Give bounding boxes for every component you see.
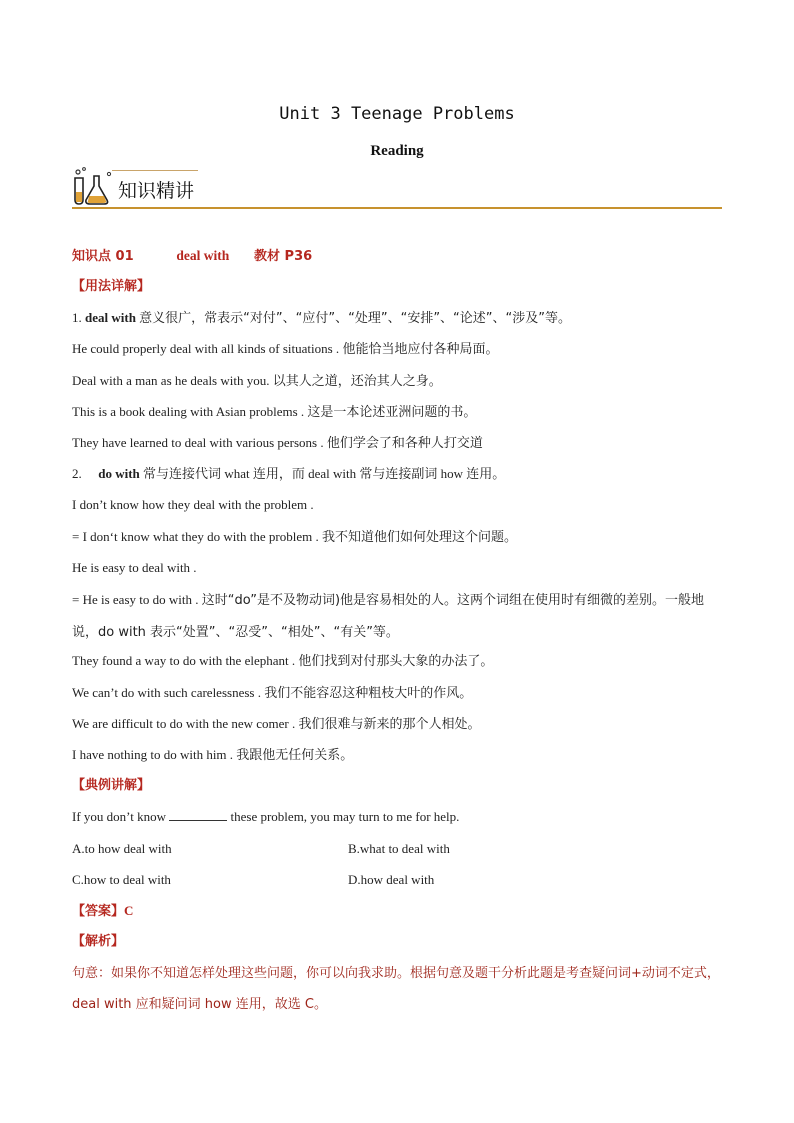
example-en: = He is easy to do with . xyxy=(72,592,199,607)
point-text: deal with xyxy=(308,466,357,481)
point-text: 意义很广，常表示“对付”、“应付”、“处理”、“安排”、“论述”、“涉及”等。 xyxy=(139,311,571,326)
option-d: D.how deal with xyxy=(348,872,435,887)
example-cn: 他能恰当地应付各种局面。 xyxy=(342,342,499,357)
example-sentence xyxy=(72,715,727,734)
example-sentence xyxy=(72,684,727,703)
example-en: He is easy to deal with . xyxy=(72,560,197,575)
analysis-label: 【解析】 xyxy=(72,934,125,949)
option-c: C.how to deal with xyxy=(72,872,171,887)
analysis-text: 句意：如果你不知道怎样处理这些问题，你可以向我求助。根据句意及题干分析此题是考查疑问词+动词不定式，deal with 应和疑问词 how 连用，故选 C。 xyxy=(72,966,720,1012)
example-en: They have learned to deal with various persons . xyxy=(72,435,324,450)
example-cn: 我们不能容忍这种粗枝大叶的作风。 xyxy=(264,686,473,701)
example-cn: 他们学会了和各种人打交道 xyxy=(326,436,483,451)
answer-value: C xyxy=(124,903,134,918)
banner-top-rule xyxy=(112,170,198,171)
example-en: They found a way to do with the elephant . xyxy=(72,653,296,668)
option-a: A.to how deal with xyxy=(72,841,172,856)
point-text: 连用，而 xyxy=(252,467,305,482)
example-sentence xyxy=(72,403,727,422)
usage-point-2 xyxy=(72,465,727,484)
point-text: 连用。 xyxy=(466,467,506,482)
example-cn: 我们很难与新来的那个人相处。 xyxy=(298,717,481,732)
banner-bottom-rule xyxy=(72,207,722,209)
knowledge-point-source: 教材 P36 xyxy=(254,249,313,264)
answer-blank xyxy=(169,808,227,821)
example-en: We are difficult to do with the new comer . xyxy=(72,716,296,731)
example-sentence xyxy=(72,372,727,391)
example-cn: 以其人之道，还治其人之身。 xyxy=(272,374,442,389)
example-sentence xyxy=(72,496,727,514)
example-sentence xyxy=(72,528,727,547)
document-subtitle: Reading xyxy=(370,143,424,159)
example-sentence xyxy=(72,340,727,359)
example-sentence xyxy=(72,652,727,671)
lab-flask-icon xyxy=(72,166,116,206)
example-cn: 这是一本论述亚洲问题的书。 xyxy=(307,405,477,420)
knowledge-point-number: 知识点 01 xyxy=(72,249,134,264)
point-number: 1. xyxy=(72,310,82,325)
example-sentence xyxy=(72,746,727,765)
example-cn: 他们找到对付那头大象的办法了。 xyxy=(298,654,494,669)
usage-heading: 【用法详解】 xyxy=(72,279,151,294)
example-sentence xyxy=(72,559,727,577)
answer-line xyxy=(72,902,727,921)
example-sentence xyxy=(72,584,724,648)
point-text: 常与连接副词 xyxy=(359,467,438,482)
point-number: 2. xyxy=(72,466,82,481)
point-text: what xyxy=(224,466,250,481)
example-cn: 我跟他无任何关系。 xyxy=(236,748,354,763)
knowledge-point-heading xyxy=(72,247,727,266)
knowledge-point-phrase: deal with xyxy=(176,248,230,263)
point-text: 常与连接代词 xyxy=(143,467,222,482)
section-banner-title: 知识精讲 xyxy=(118,180,195,202)
example-en: This is a book dealing with Asian problems . xyxy=(72,404,305,419)
example-en: = I don‘t know what they do with the problem . xyxy=(72,529,319,544)
question-part: these problem, you may turn to me for help. xyxy=(230,809,460,824)
example-heading: 【典例讲解】 xyxy=(72,778,151,793)
question-part: If you don’t know xyxy=(72,809,167,824)
example-en: We can’t do with such carelessness . xyxy=(72,685,261,700)
question-text xyxy=(72,808,727,826)
example-cn: 这时“do”是不及物动词)他是容易相处的人。这两个词组在使用时有细微的差别。一般地说，do with 表示“处置”、“忍受”、“相处”、“有关”等。 xyxy=(72,593,705,640)
point-text: how xyxy=(440,466,464,481)
option-b: B.what to deal with xyxy=(348,841,450,856)
document-title: Unit 3 Teenage Problems xyxy=(279,104,515,124)
example-en: He could properly deal with all kinds of situations . xyxy=(72,341,340,356)
point-term: do with xyxy=(98,466,140,481)
example-en: I have nothing to do with him . xyxy=(72,747,234,762)
example-en: I don’t know how they deal with the problem . xyxy=(72,497,314,512)
example-cn: 我不知道他们如何处理这个问题。 xyxy=(321,530,517,545)
answer-label: 【答案】 xyxy=(72,904,125,919)
example-sentence xyxy=(72,434,727,453)
point-term: deal with xyxy=(85,310,136,325)
example-en: Deal with a man as he deals with you. xyxy=(72,373,270,388)
usage-point-1 xyxy=(72,309,727,328)
